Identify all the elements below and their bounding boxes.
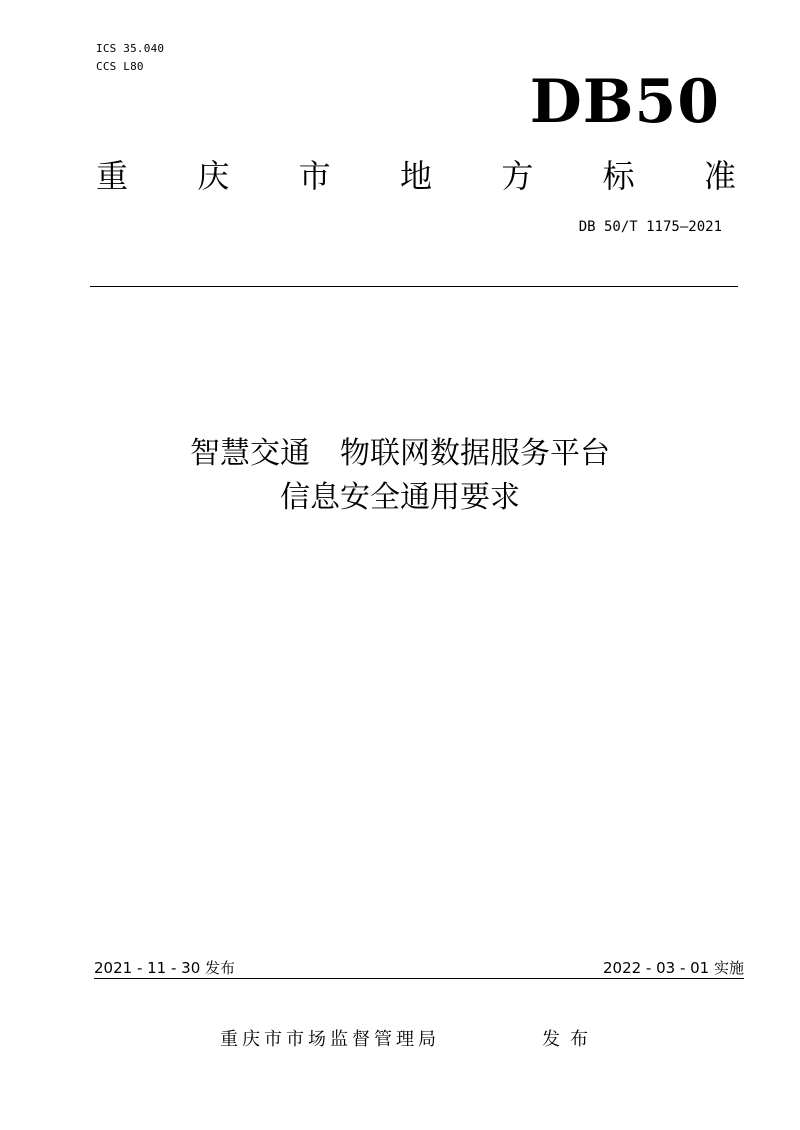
document-title	[0, 432, 800, 520]
classification-codes	[96, 40, 164, 76]
standard-type-char: 标	[602, 157, 635, 195]
implementation-date: 2022 - 03 - 01 实施	[602, 959, 744, 977]
header-divider	[90, 286, 738, 287]
standard-type-char: 重	[96, 157, 129, 195]
standard-number: DB 50/T 1175—2021	[578, 219, 722, 235]
standard-type-char: 准	[703, 157, 736, 195]
release-date: 2021 - 11 - 30 发布	[94, 959, 236, 977]
date-divider	[94, 978, 744, 979]
standard-type-char: 庆	[197, 157, 230, 195]
title-line-1: 智慧交通 物联网数据服务平台	[190, 436, 610, 471]
standard-type-char: 方	[501, 157, 534, 195]
standard-type-char: 地	[399, 157, 432, 195]
standard-type-heading	[96, 157, 736, 195]
ics-code: ICS 35.040	[96, 42, 165, 55]
ccs-code: CCS L80	[96, 60, 144, 73]
date-row	[94, 958, 744, 978]
db50-logo: DB50	[529, 67, 720, 137]
standard-type-char: 市	[298, 157, 331, 195]
publish-label: 发布	[542, 1029, 598, 1050]
title-line-2: 信息安全通用要求	[280, 480, 520, 515]
publisher-name: 重庆市市场监督管理局	[220, 1029, 440, 1050]
